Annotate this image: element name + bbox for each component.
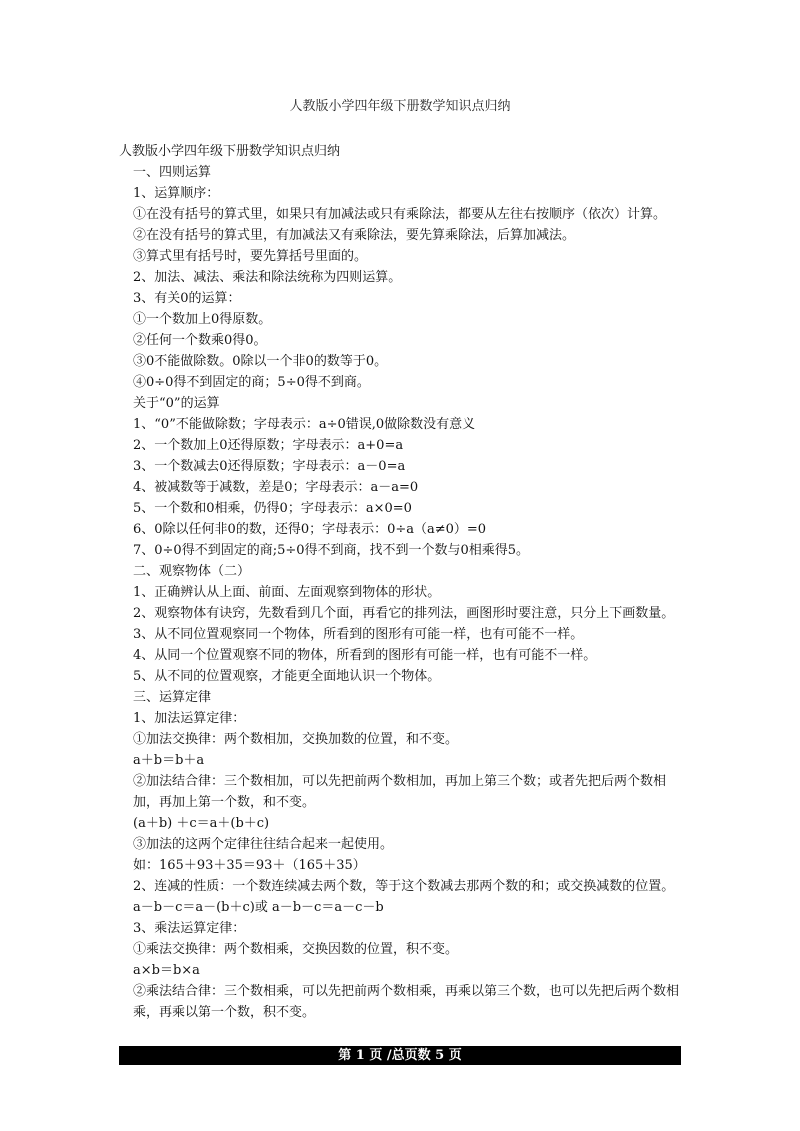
text-line: ③0不能做除数。0除以一个非0的数等于0。 <box>133 354 388 369</box>
formula-line: 如：165＋93＋35＝93＋（165＋35） <box>133 858 366 873</box>
text-line: 2、连减的性质：一个数连续减去两个数，等于这个数减去那两个数的和；或交换减数的位置。 <box>133 879 675 894</box>
formula-line: a＋b＝b＋a <box>133 753 205 768</box>
text-line: ①乘法交换律：两个数相乘，交换因数的位置，积不变。 <box>133 942 459 957</box>
text-line: 2、一个数加上0还得原数；字母表示：a+0=a <box>133 438 404 453</box>
section-heading: 二、观察物体（二） <box>133 564 251 579</box>
text-line: 1、正确辨认从上面、前面、左面观察到物体的形状。 <box>133 585 441 600</box>
text-line: ①在没有括号的算式里，如果只有加减法或只有乘除法，都要从左往右按顺序（依次）计算。 <box>133 207 667 222</box>
section-heading: 一、四则运算 <box>133 165 212 180</box>
text-line: 3、有关0的运算： <box>133 291 241 306</box>
section-heading: 三、运算定律 <box>133 690 212 705</box>
document-body <box>119 141 691 1023</box>
text-line: 7、0÷0得不到固定的商;5÷0得不到商，找不到一个数与0相乘得5。 <box>133 543 530 558</box>
text-line: 5、从不同的位置观察，才能更全面地认识一个物体。 <box>133 669 441 684</box>
section-heading: 关于“0”的运算 <box>133 396 220 411</box>
text-line: 2、观察物体有诀窍，先数看到几个面，再看它的排列法，画图形时要注意，只分上下画数量。 <box>133 606 675 621</box>
text-line: ②任何一个数乘0得0。 <box>133 333 267 348</box>
formula-line: a－b－c＝a－(b＋c)或 a－b－c＝a－c－b <box>133 900 384 915</box>
text-line: ①一个数加上0得原数。 <box>133 312 272 327</box>
text-line: 4、从同一个位置观察不同的物体，所看到的图形有可能一样，也有可能不一样。 <box>133 648 597 663</box>
document-title: 人教版小学四年级下册数学知识点归纳 <box>289 99 511 114</box>
text-line: 3、从不同位置观察同一个物体，所看到的图形有可能一样，也有可能不一样。 <box>133 627 584 642</box>
text-line: 1、运算顺序： <box>133 186 220 201</box>
text-line: 3、一个数减去0还得原数；字母表示：a－0=a <box>133 459 406 474</box>
text-line: ②在没有括号的算式里，有加减法又有乘除法，要先算乘除法，后算加减法。 <box>133 228 576 243</box>
text-line: ③加法的这两个定律往往结合起来一起使用。 <box>133 837 394 852</box>
text-line: 1、“0”不能做除数；字母表示：a÷0错误,0做除数没有意义 <box>133 417 476 432</box>
text-line: 6、0除以任何非0的数，还得0；字母表示：0÷a（a≠0）=0 <box>133 522 487 537</box>
text-line: ④0÷0得不到固定的商；5÷0得不到商。 <box>133 375 370 390</box>
text-line: ②加法结合律：三个数相加，可以先把前两个数相加，再加上第三个数；或者先把后两个数相加，再加上第一个数，和不变。 <box>133 774 667 810</box>
text-line: 5、一个数和0相乘，仍得0；字母表示：a×0=0 <box>133 501 412 516</box>
body-heading: 人教版小学四年级下册数学知识点归纳 <box>119 144 341 159</box>
text-line: 2、加法、减法、乘法和除法统称为四则运算。 <box>133 270 402 285</box>
text-line: ①加法交换律：两个数相加，交换加数的位置，和不变。 <box>133 732 459 747</box>
formula-line: (a＋b) ＋c＝a＋(b＋c) <box>133 816 270 831</box>
text-line: 3、乘法运算定律： <box>133 921 246 936</box>
text-line: ③算式里有括号时，要先算括号里面的。 <box>133 249 368 264</box>
text-line: ②乘法结合律：三个数相乘，可以先把前两个数相乘，再乘以第三个数，也可以先把后两个数相乘，再乘以第一个数，积不变。 <box>133 984 680 1020</box>
text-line: 1、加法运算定律： <box>133 711 246 726</box>
text-line: 4、被减数等于减数，差是0；字母表示：a－a=0 <box>133 480 419 495</box>
formula-line: a×b＝b×a <box>133 963 200 978</box>
page-footer: 第 1 页 /总页数 5 页 <box>119 1046 681 1065</box>
